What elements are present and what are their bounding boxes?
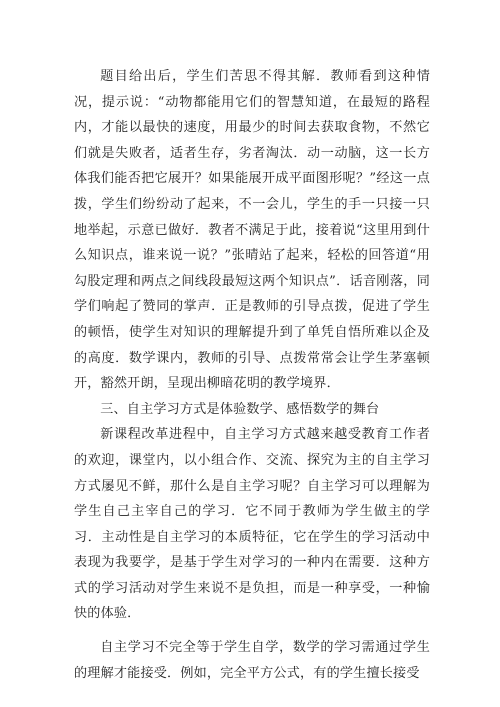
section-heading: 三、自主学习方式是体验数学、感悟数学的舞台	[100, 401, 380, 417]
paragraph-self-study: 自主学习不完全等于学生自学，数学的学习需通过学生的理解才能接受．例如，完全平方公式，有的学生擅长接受	[74, 640, 430, 681]
paragraph-autonomous-learning: 新课程改革进程中，自主学习方式越来越受教育工作者的欢迎，课堂内，以小组合作、交流、探究为主的自主学习方式屡见不鲜，那什么是自主学习呢？自主学习可以理解为学生自己主宰自己的学习．它不同于教师为学生做主的学习．主动性是自主学习的本质特征，它在学生的学习活动中表现为我要学，是基于学生对学习的一种内在需要．这种方式的学习活动对学生来说不是负担，而是一种享受，一种愉快的体验．	[74, 427, 430, 622]
paragraph-guidance-story: 题目给出后，学生们苦思不得其解．教师看到这种情况，提示说：“动物都能用它们的智慧知道，在最短的路程内，才能以最快的速度，用最少的时间去获取食物，不然它们就是失败者，适者生存，劣者淘汰．动一动脑，这一长方体我们能否把它展开？如果能展开成平面图形呢？”经这一点拨，学生们纷纷动了起来，不一会儿，学生的手一只接一只地举起，示意已做好．教者不满足于此，接着说“这里用到什么知识点，谁来说一说？”张晴站了起来，轻松的回答道“用勾股定理和两点之间线段最短这两个知识点”．话音刚落，同学们响起了赞同的掌声．正是教师的引导点拨，促进了学生的顿悟，使学生对知识的理解提升到了单凭自悟所难以企及的高度．数学课内，教师的引导、点拨常常会让学生茅塞顿开，豁然开朗，呈现出柳暗花明的教学境界．	[74, 69, 430, 392]
document-page	[74, 64, 430, 686]
